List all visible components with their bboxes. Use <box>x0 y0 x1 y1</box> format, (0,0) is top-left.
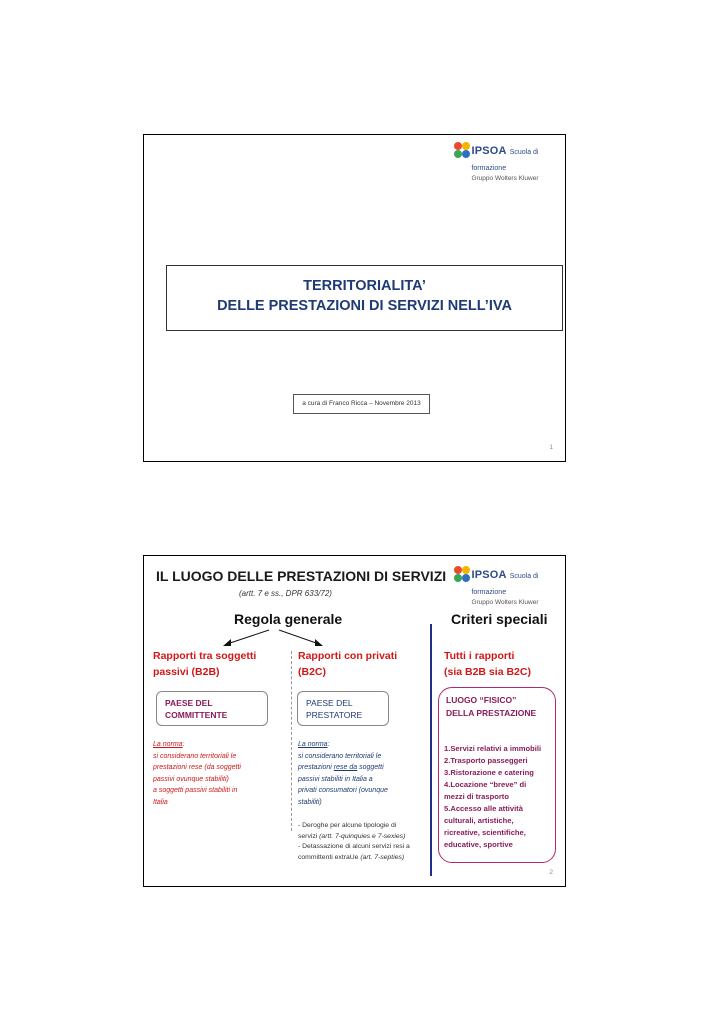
deroghe-line: - Deroghe per alcune tipologie di <box>298 822 397 829</box>
author-box: a cura di Franco Ricca – Novembre 2013 <box>293 394 430 414</box>
b2c-deroghe <box>298 821 430 863</box>
b2b-heading <box>153 648 256 680</box>
b2c-box-line1: PAESE DEL <box>306 698 353 708</box>
arrow-left <box>227 630 269 644</box>
page-number: 1 <box>549 444 553 451</box>
special-heading-line2: (sia B2B sia B2C) <box>444 666 531 678</box>
luogo-fisico-line2: DELLA PRESTAZIONE <box>446 708 537 718</box>
b2c-norma-line: si considerano territoriali le <box>298 752 382 760</box>
service-item: culturali, artistiche, <box>444 816 514 825</box>
arrow-right <box>279 630 319 644</box>
logo-brand: IPSOA <box>471 145 507 157</box>
service-item: 3.Ristorazione e catering <box>444 768 534 777</box>
slide-2 <box>143 555 566 887</box>
b2c-norma-text: prestazioni <box>298 764 334 771</box>
service-item: mezzi di trasporto <box>444 792 509 801</box>
deroghe-articles: (artt. 7-quinquies e 7-sexies) <box>319 832 406 840</box>
b2b-norma <box>153 739 288 808</box>
deroghe-text: servizi <box>298 832 320 840</box>
title-box <box>166 265 563 331</box>
detassazione-text: committenti extraUe <box>298 853 361 861</box>
service-item: educative, sportive <box>444 840 513 849</box>
service-item: 2.Trasporto passeggeri <box>444 756 528 765</box>
regola-generale-heading: Regola generale <box>234 611 343 627</box>
branch-arrows <box>219 626 339 650</box>
ipsoa-logo <box>454 566 565 607</box>
b2b-box-line1: PAESE DEL <box>165 698 213 708</box>
detassazione-line: - Detassazione di alcuni servizi resi a <box>298 843 410 850</box>
b2c-norma-colon: : <box>327 741 330 748</box>
ipsoa-logo-icon <box>454 566 468 582</box>
b2b-heading-line2: passivi (B2B) <box>153 666 220 678</box>
b2b-norma-colon: : <box>182 741 185 748</box>
b2b-norma-line: passivi ovunque stabiliti) <box>153 775 229 783</box>
b2c-heading <box>298 648 397 680</box>
logo-group: Gruppo Wolters Kluwer <box>471 175 539 182</box>
b2c-norma-underlined: rese da <box>333 764 358 771</box>
b2c-norma-label: La norma <box>298 741 328 748</box>
b2b-norma-label: La norma <box>153 741 183 748</box>
dashed-divider <box>291 651 292 831</box>
b2c-norma-text: soggetti <box>357 764 384 771</box>
b2c-box-line2: PRESTATORE <box>306 710 363 720</box>
service-item: 5.Accesso alle attività <box>444 804 523 813</box>
logo-school: Scuola di formazione <box>471 573 539 596</box>
service-item: ricreative, scientifiche, <box>444 828 526 837</box>
slide-1 <box>143 134 566 462</box>
ipsoa-logo-icon <box>454 142 468 158</box>
arrow-right-head <box>315 639 323 646</box>
ipsoa-logo <box>454 142 565 183</box>
special-heading-line1: Tutti i rapporti <box>444 650 515 662</box>
b2b-heading-line1: Rapporti tra soggetti <box>153 650 257 662</box>
criteri-speciali-heading: Criteri speciali <box>451 611 548 627</box>
logo-brand: IPSOA <box>471 569 507 581</box>
detassazione-article: (art. 7-septies) <box>360 853 405 861</box>
b2c-norma-line: stabiliti) <box>298 798 322 806</box>
b2b-country-box <box>156 691 268 726</box>
logo-group: Gruppo Wolters Kluwer <box>471 599 539 606</box>
b2c-norma-line: privati consumatori (ovunque <box>298 787 388 794</box>
page-number: 2 <box>549 869 553 876</box>
b2c-norma-line: passivi stabiliti in Italia a <box>298 775 373 783</box>
b2b-norma-line: Italia <box>153 798 168 806</box>
services-list <box>444 743 541 851</box>
title-line-2: DELLE PRESTAZIONI DI SERVIZI NELL’IVA <box>217 298 512 314</box>
b2b-norma-line: si considerano territoriali le <box>153 752 237 760</box>
service-item: 1.Servizi relativi a immobili <box>444 744 542 753</box>
b2b-box-line2: COMMITTENTE <box>165 710 228 720</box>
b2b-norma-line: a soggetti passivi stabiliti in <box>153 787 238 794</box>
luogo-fisico-title <box>446 694 536 720</box>
special-heading <box>444 648 531 680</box>
arrow-left-head <box>223 639 231 646</box>
b2c-heading-line1: Rapporti con privati <box>298 650 398 662</box>
b2b-norma-line: prestazioni rese (da soggetti <box>153 764 241 771</box>
service-item: 4.Locazione “breve” di <box>444 780 527 789</box>
slide-subtitle: (artt. 7 e ss., DPR 633/72) <box>239 589 332 598</box>
section-divider <box>430 624 432 876</box>
luogo-fisico-line1: LUOGO “FISICO” <box>446 695 517 705</box>
b2c-norma <box>298 739 428 808</box>
logo-school: Scuola di formazione <box>471 149 539 172</box>
title-line-1: TERRITORIALITA’ <box>303 278 426 294</box>
b2c-heading-line2: (B2C) <box>298 666 326 678</box>
b2c-country-box <box>297 691 389 726</box>
slide-title: IL LUOGO DELLE PRESTAZIONI DI SERVIZI <box>156 568 447 584</box>
